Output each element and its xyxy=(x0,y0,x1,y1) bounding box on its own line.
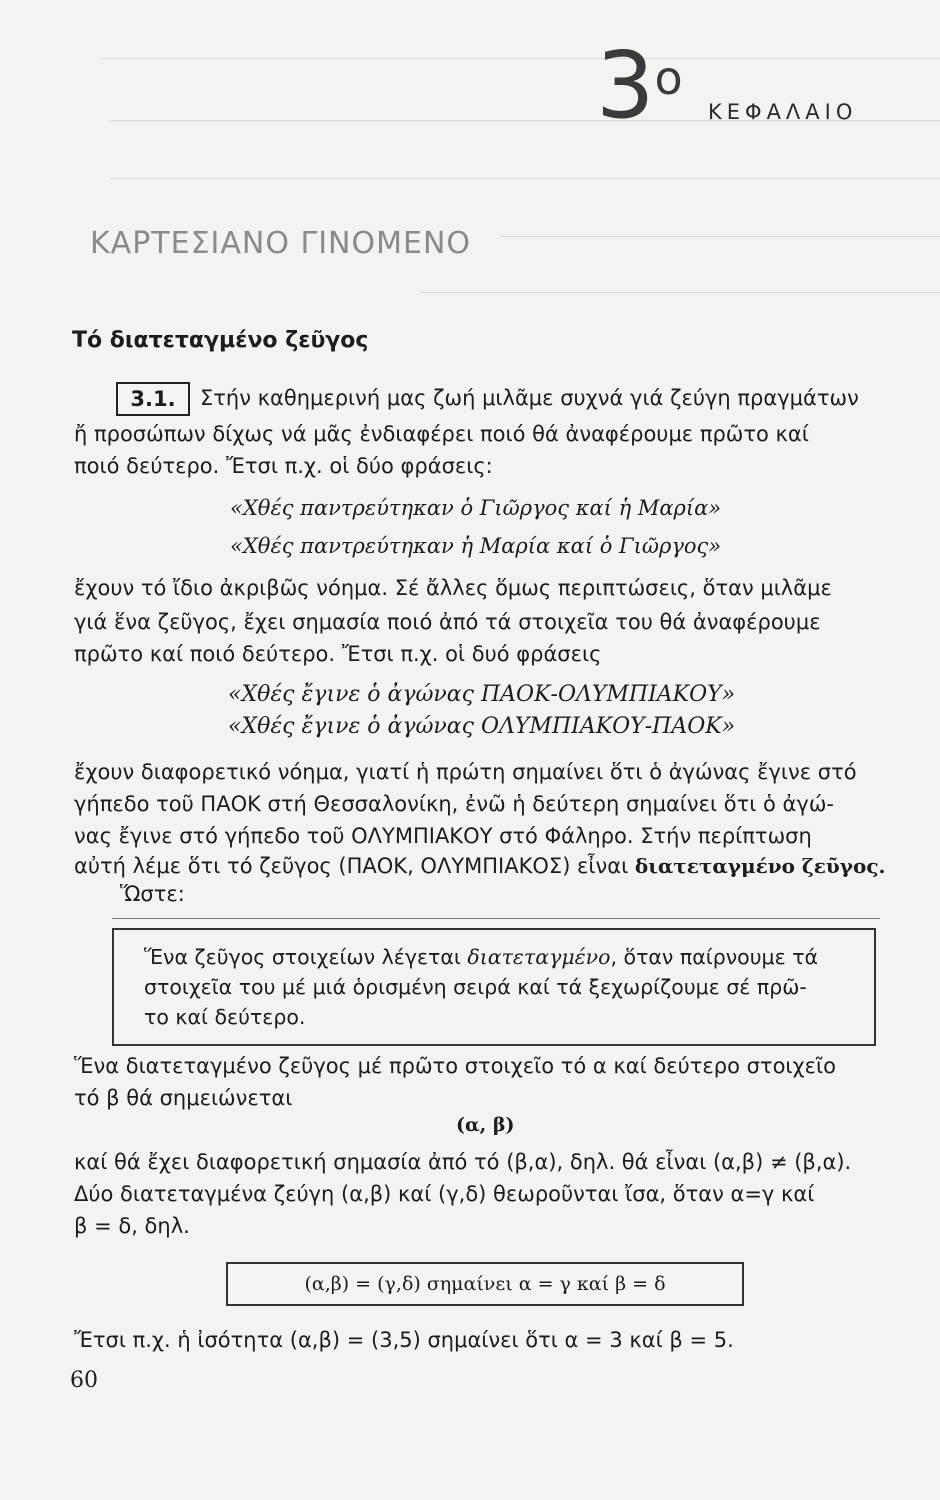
definition-line1: Ἕνα ζεῦγος στοιχείων λέγεται διατεταγμένο, ὅταν παίρνουμε τά xyxy=(144,945,819,969)
paragraph5-line2: Δύο διατεταγμένα ζεύγη (α,β) καί (γ,δ) θεωροῦνται ἴσα, ὅταν α=γ καί xyxy=(74,1182,815,1206)
paragraph1-line3: ποιό δεύτερο. Ἔτσι π.χ. οἱ δύο φράσεις: xyxy=(74,454,493,478)
paragraph2-line2: γιά ἕνα ζεῦγος, ἔχει σημασία ποιό ἀπό τά στοιχεῖα του θά ἀναφέρουμε xyxy=(74,610,821,634)
section-title: Τό διατεταγμένο ζεῦγος xyxy=(72,328,369,353)
section-number-box: 3.1. xyxy=(116,382,190,416)
quote-2b: «Χθές ἔγινε ὁ ἀγώνας ΟΛΥΜΠΙΑΚΟΥ-ΠΑΟΚ» xyxy=(228,714,736,739)
paragraph3-line4-text: αὐτή λέμε ὅτι τό ζεῦγος (ΠΑΟΚ, ΟΛΥΜΠΙΑΚΟΣ) εἶναι xyxy=(74,854,635,878)
paragraph3-line4 xyxy=(74,852,910,881)
definition-italic-term: διατεταγμένο xyxy=(467,945,611,969)
paragraph3-line3: νας ἔγινε στό γήπεδο τοῦ ΟΛΥΜΠΙΑΚΟΥ στό Φάληρο. Στήν περίπτωση xyxy=(74,824,812,848)
divider-line xyxy=(112,918,880,919)
paragraph5-line1: καί θά ἔχει διαφορετική σημασία ἀπό τό (β,α), δηλ. θά εἶναι (α,β) ≠ (β,α). xyxy=(74,1150,852,1174)
example-line: Ἔτσι π.χ. ἡ ἰσότητα (α,β) = (3,5) σημαίνει ὅτι α = 3 καί β = 5. xyxy=(74,1328,734,1352)
paragraph3-line2: γήπεδο τοῦ ΠΑΟΚ στή Θεσσαλονίκη, ἐνῶ ἡ δεύτερη σημαίνει ὅτι ὁ ἀγώ- xyxy=(74,792,834,816)
definition-box xyxy=(112,928,876,1046)
pair-notation: (α, β) xyxy=(456,1114,515,1136)
bleed-line xyxy=(420,292,940,293)
paragraph1-line2: ἤ προσώπων δίχως νά μᾶς ἐνδιαφέρει ποιό θά ἀναφέρουμε πρῶτο καί xyxy=(74,422,809,446)
paragraph5-line3: β = δ, δηλ. xyxy=(74,1214,190,1238)
paragraph3-line5: Ὥστε: xyxy=(120,882,185,906)
page-number: 60 xyxy=(70,1368,98,1393)
paragraph2-line3: πρῶτο καί ποιό δεύτερο. Ἔτσι π.χ. οἱ δυό φράσεις xyxy=(74,642,602,666)
paragraph1-line1: Στήν καθημερινή μας ζωή μιλᾶμε συχνά γιά ζεύγη πραγμάτων xyxy=(200,386,859,410)
equality-box: (α,β) = (γ,δ) σημαίνει α = γ καί β = δ xyxy=(226,1262,744,1306)
quote-2a: «Χθές ἔγινε ὁ ἀγώνας ΠΑΟΚ-ΟΛΥΜΠΙΑΚΟΥ» xyxy=(228,682,736,707)
paragraph2-line1: ἔχουν τό ἴδιο ἀκριβῶς νόημα. Σέ ἄλλες ὅμως περιπτώσεις, ὅταν μιλᾶμε xyxy=(74,576,832,600)
paragraph3-line1: ἔχουν διαφορετικό νόημα, γιατί ἡ πρώτη σημαίνει ὅτι ὁ ἀγώνας ἔγινε στό xyxy=(74,760,857,784)
bleed-line xyxy=(100,58,940,59)
definition-line2: στοιχεῖα του μέ μιά ὁρισμένη σειρά καί τά ξεχωρίζουμε σέ πρῶ- xyxy=(144,975,807,999)
chapter-word: ΚΕΦΑΛΑΙΟ xyxy=(708,100,858,124)
quote-1b: «Χθές παντρεύτηκαν ἡ Μαρία καί ὁ Γιῶργος» xyxy=(230,534,722,558)
ordered-pair-term: διατεταγμένο ζεῦγος. xyxy=(634,854,886,878)
chapter-superscript: ο xyxy=(654,51,683,105)
bleed-line xyxy=(500,236,940,237)
chapter-title: ΚΑΡΤΕΣΙΑΝΟ ΓΙΝΟΜΕΝΟ xyxy=(90,226,471,261)
quote-1a: «Χθές παντρεύτηκαν ὁ Γιῶργος καί ἡ Μαρία» xyxy=(230,496,722,520)
chapter-number: $3^o$ xyxy=(596,32,683,139)
paragraph4-line2: τό β θά σημειώνεται xyxy=(74,1086,293,1110)
definition-line3: το καί δεύτερο. xyxy=(144,1005,306,1029)
bleed-line xyxy=(110,178,940,179)
paragraph4-line1: Ἕνα διατεταγμένο ζεῦγος μέ πρῶτο στοιχεῖο τό α καί δεύτερο στοιχεῖο xyxy=(74,1054,836,1078)
